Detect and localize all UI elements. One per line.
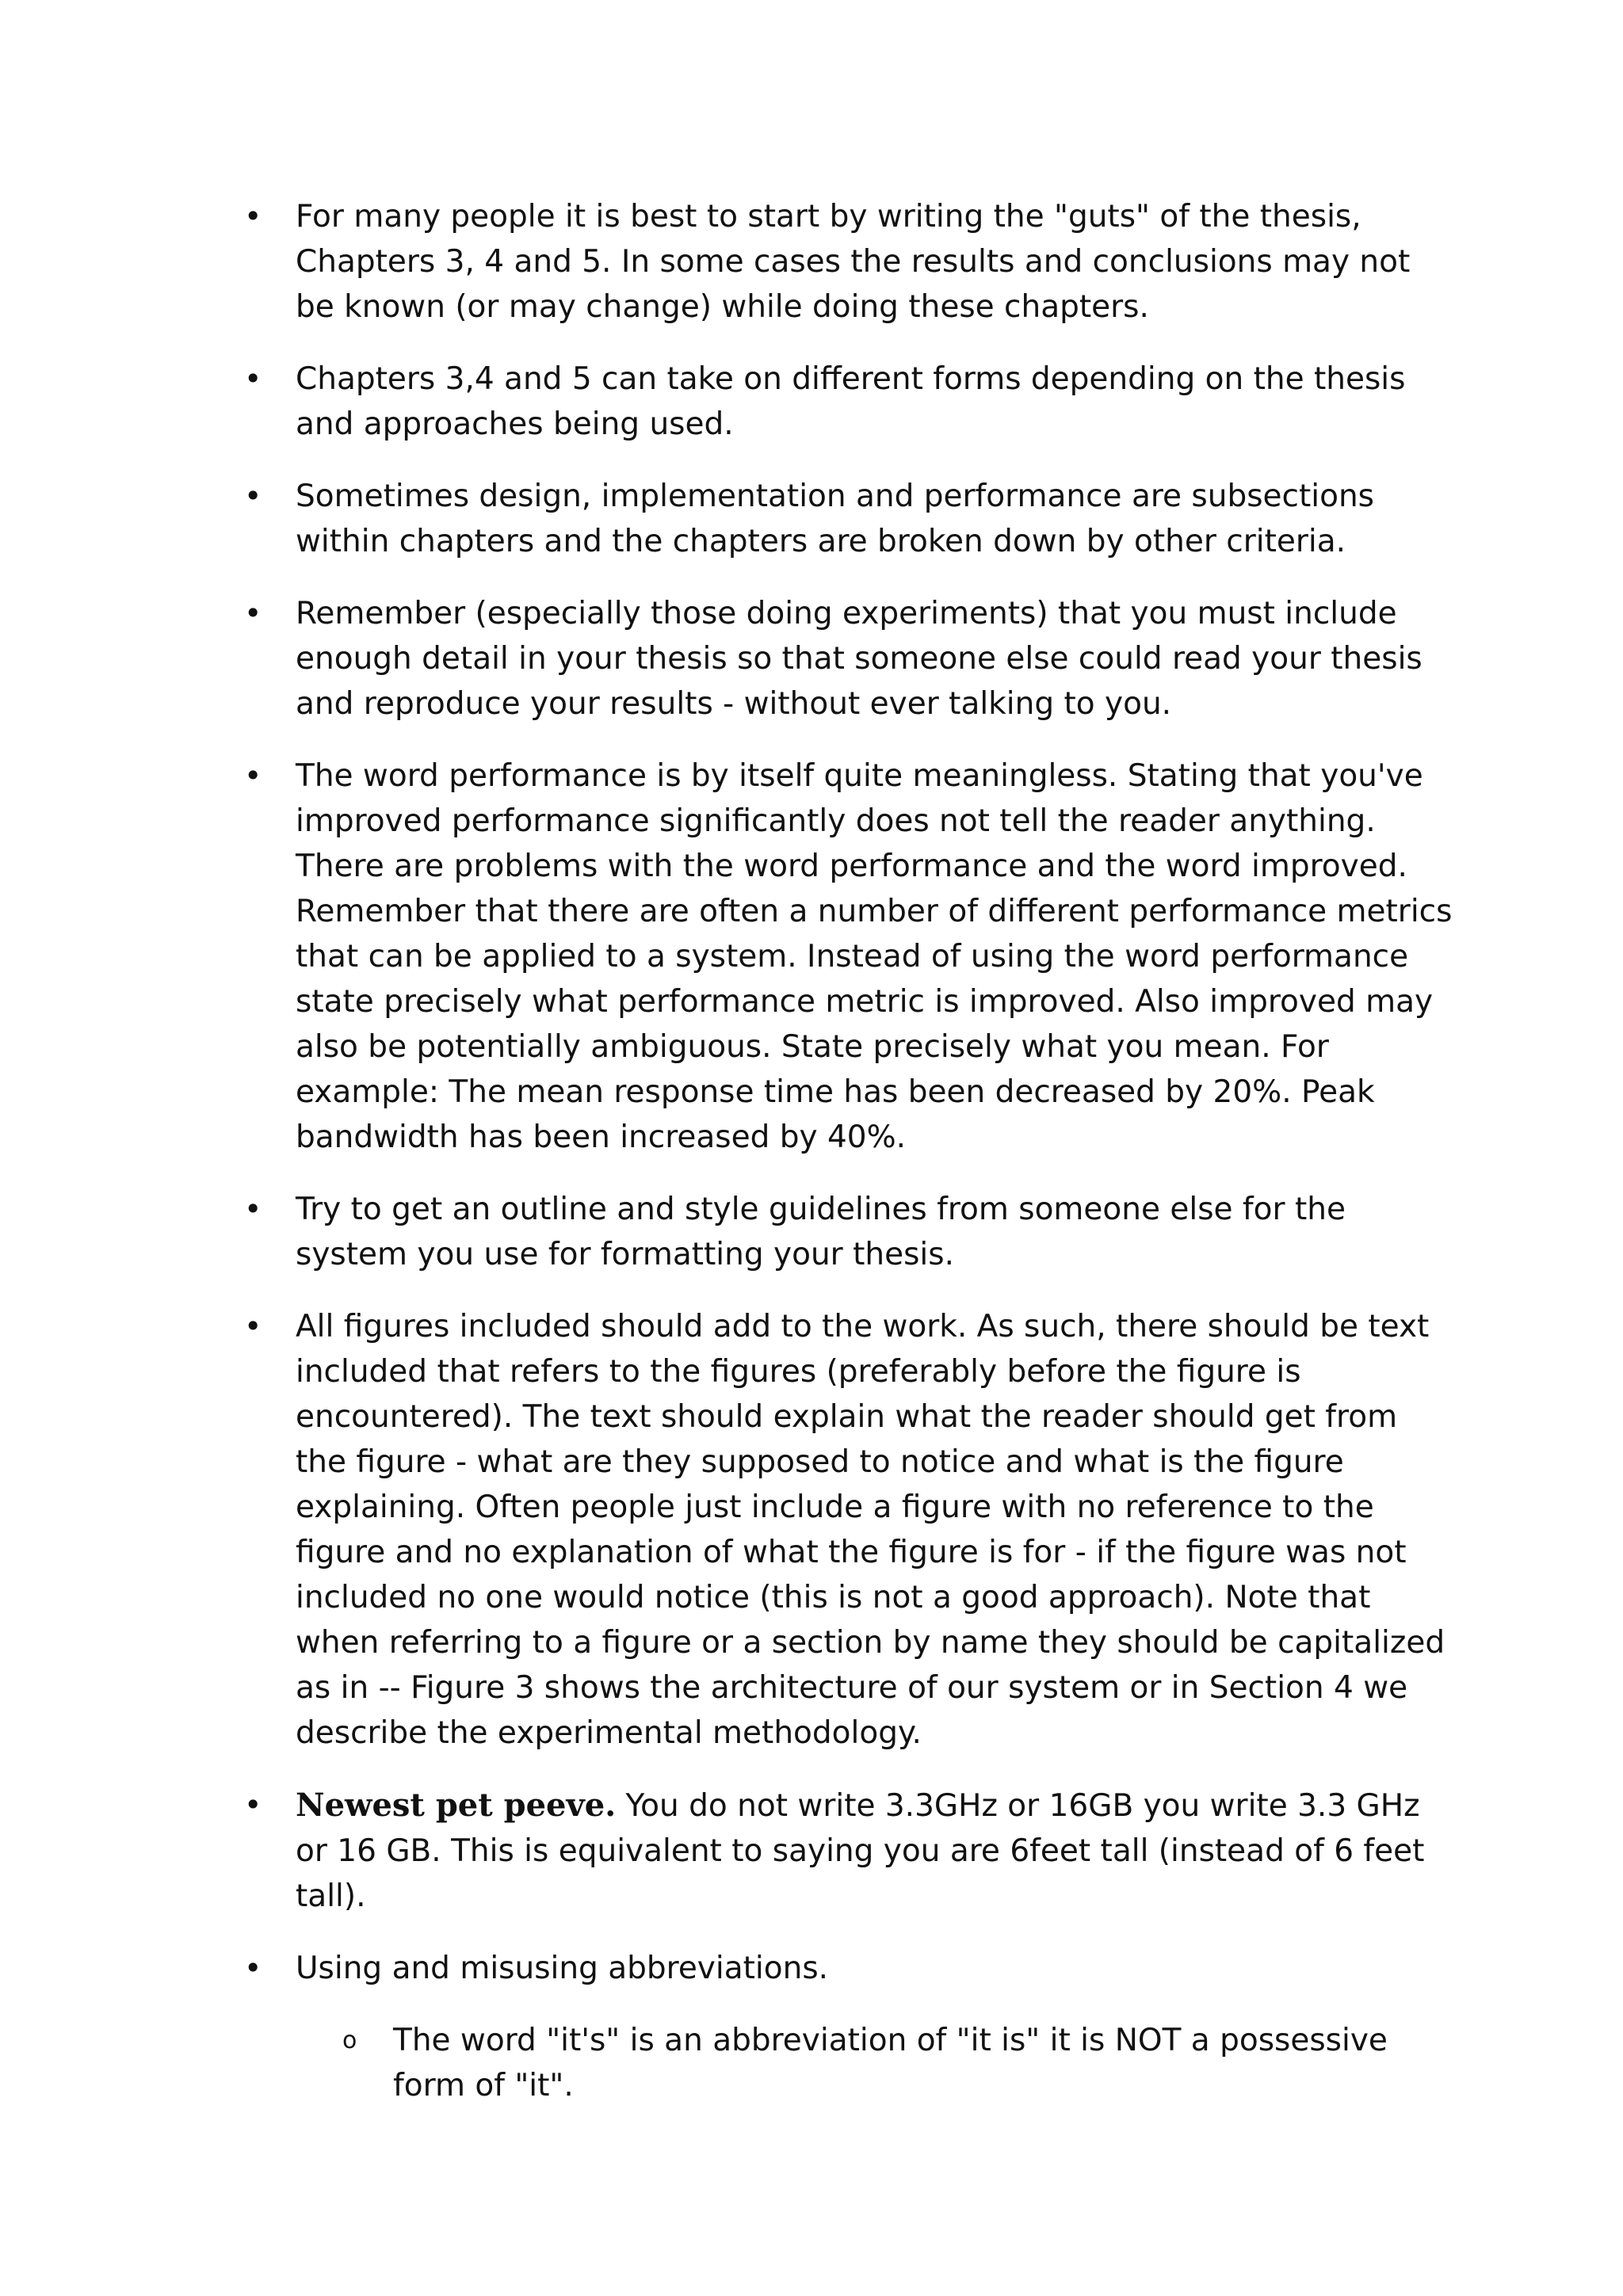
list-item: [0, 1304, 1623, 1756]
bullet-icon: •: [244, 596, 262, 631]
bullet-icon: •: [244, 199, 262, 234]
list-item-text: Remember (especially those doing experiments) that you must include enough detail in your thesis so that someone else could read your thesis and reproduce your results - without ever talking to you.: [296, 596, 1423, 722]
bullet-icon: •: [244, 1309, 262, 1344]
bullet-icon: •: [244, 758, 262, 793]
list-item: [0, 753, 1623, 1160]
list-item: [0, 1187, 1623, 1277]
list-item-text: Chapters 3,4 and 5 can take on different forms depending on the thesis and approaches being used.: [296, 361, 1406, 442]
bullet-icon: •: [244, 1787, 262, 1822]
list-item-text: [296, 1783, 1453, 1919]
bullet-icon: •: [244, 1951, 262, 1985]
list-item-text: All figures included should add to the work. As such, there should be text included that refers to the figures (preferably before the figure is encountered). The text should explain what the reader should get from the figure - what are they supposed to notice and what is the figure explaining. Often people just include a figure with no reference to the figure and no explanation of what the figure is for - if the figure was not included no one would notice (this is not a good approach). Note that when referring to a figure or a section by name they should be capitalized as in -- Figure 3 shows the architecture of our system or in Section 4 we describe the experimental methodology.: [296, 1309, 1445, 1751]
list-item: [0, 1783, 1623, 1919]
bullet-icon: •: [244, 479, 262, 513]
list-item: [0, 357, 1623, 447]
pet-peeve-heading: Newest pet peeve.: [296, 1787, 617, 1824]
list-item: [0, 591, 1623, 727]
list-item-text: Using and misusing abbreviations.: [296, 1951, 829, 1986]
sub-list-item-text: The word "it's" is an abbreviation of "it is" it is NOT a possessive form of "it".: [393, 2023, 1388, 2103]
list-item: [0, 194, 1623, 330]
pet-peeve-text: You do not write 3.3GHz or 16GB you write 3.3 GHz or 16 GB. This is equivalent to saying you are 6feet tall (instead of 6 feet tall).: [296, 1788, 1425, 1914]
bullet-list: [0, 194, 1623, 2135]
list-item-text: The word performance is by itself quite meaningless. Stating that you've improved performance significantly does not tell the reader anything. There are problems with the word performance and the word improved. Remember that there are often a number of different performance metrics that can be applied to a system. Instead of using the word performance state precisely what performance metric is improved. Also improved may also be potentially ambiguous. State precisely what you mean. For example: The mean response time has been decreased by 20%. Peak bandwidth has been increased by 40%.: [296, 758, 1453, 1155]
list-item: [0, 1946, 1623, 1991]
list-item-text: Sometimes design, implementation and performance are subsections within chapters and the chapters are broken down by other criteria.: [296, 479, 1374, 559]
list-item-text: Try to get an outline and style guidelines from someone else for the system you use for formatting your thesis.: [296, 1192, 1346, 1272]
hollow-bullet-icon: o: [342, 2027, 357, 2054]
sub-list-item: [0, 2018, 1623, 2108]
list-item-text: For many people it is best to start by writing the "guts" of the thesis, Chapters 3, 4 and 5. In some cases the results and conclusions may not be known (or may change) while doing these chapters.: [296, 199, 1411, 325]
bullet-icon: •: [244, 1192, 262, 1226]
bullet-icon: •: [244, 361, 262, 396]
list-item: [0, 474, 1623, 564]
